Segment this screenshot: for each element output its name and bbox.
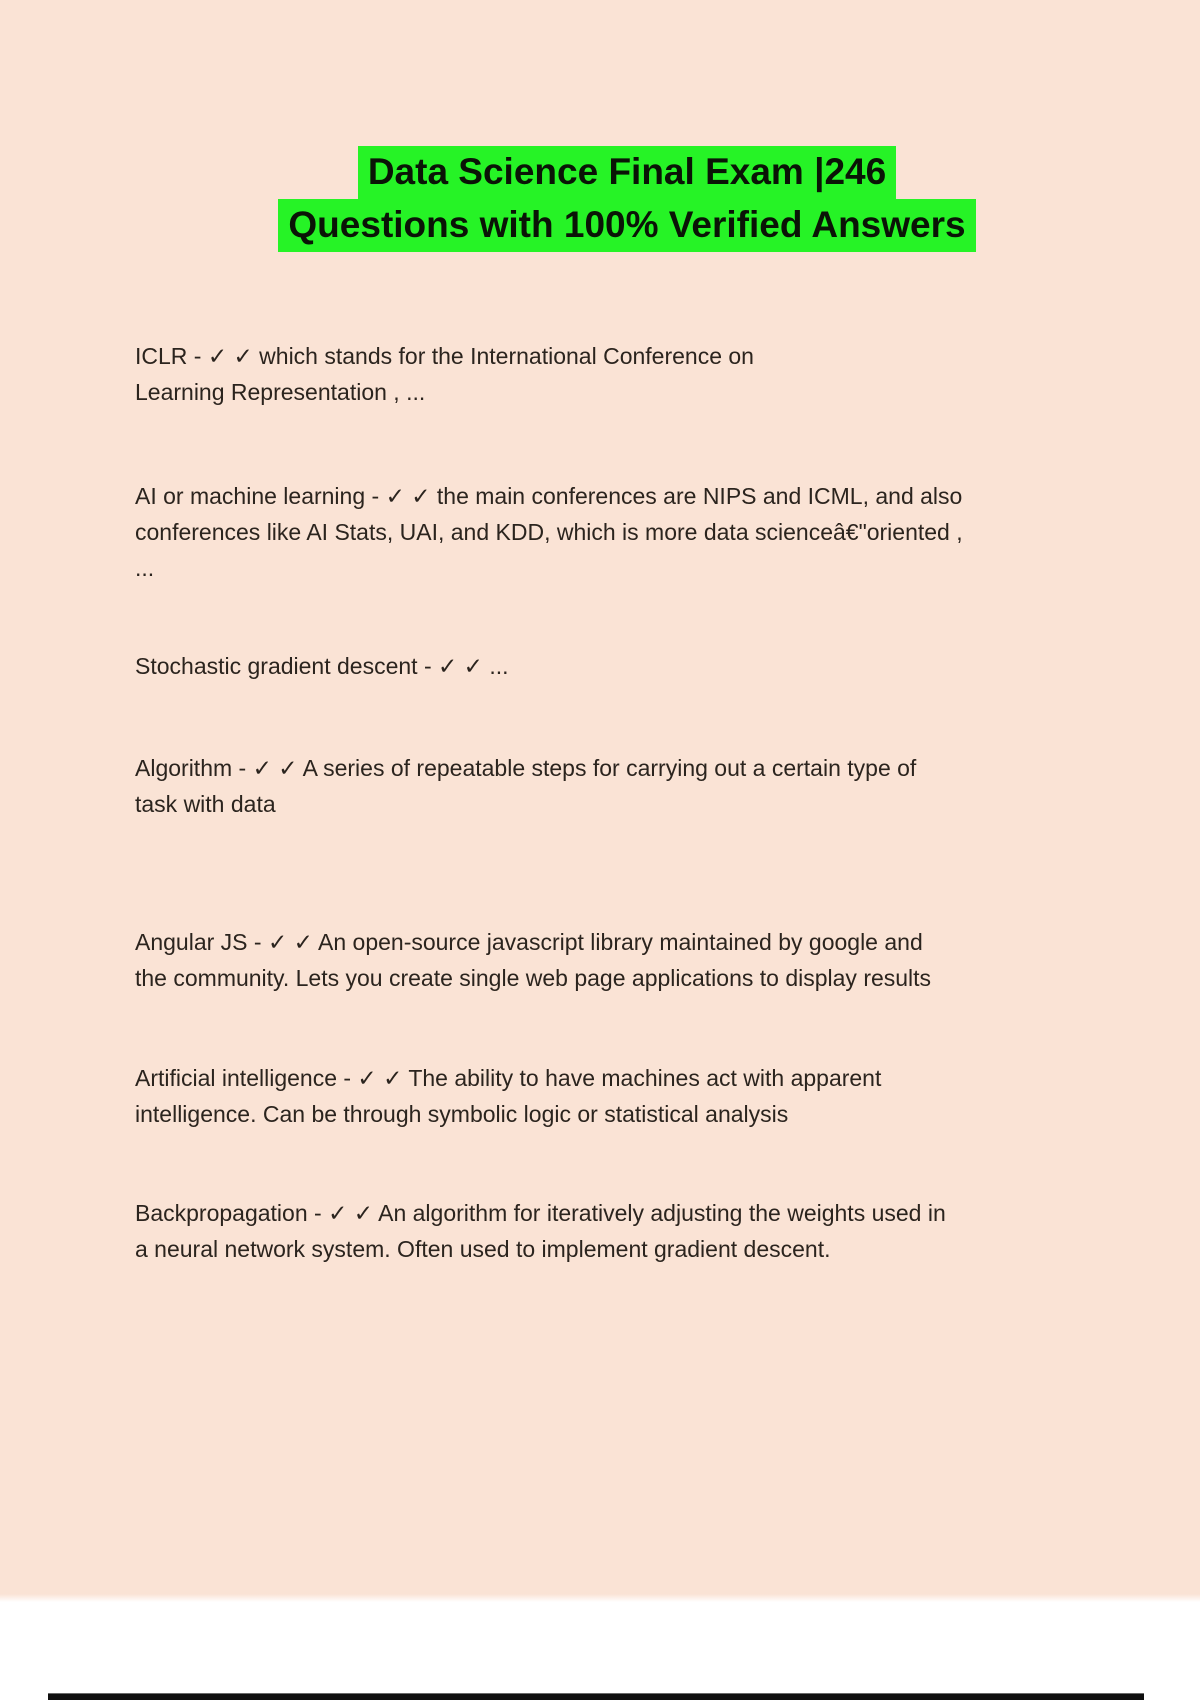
qa-item-ai-or-machine-learning: [135, 478, 1095, 586]
title-line-2-highlight: Questions with 100% Verified Answers: [278, 199, 975, 252]
qa-text-line: the community. Lets you create single web page applications to display results: [135, 965, 932, 991]
qa-item-stochastic-gradient-descent: [135, 648, 1095, 684]
qa-item-algorithm: [135, 750, 1095, 822]
document-title: [27, 146, 1200, 252]
qa-text-line: Artificial intelligence - ✓ ✓ The ability to have machines act with apparent: [135, 1065, 882, 1091]
qa-text-line: task with data: [135, 791, 276, 817]
title-line-1-highlight: Data Science Final Exam |246: [358, 146, 896, 199]
title-line-2: [27, 199, 1200, 252]
qa-text-line: AI or machine learning - ✓ ✓ the main conferences are NIPS and ICML, and also: [135, 483, 963, 509]
qa-text-line: intelligence. Can be through symbolic logic or statistical analysis: [135, 1101, 789, 1127]
title-line-1: [27, 146, 1200, 199]
qa-item-artificial-intelligence: [135, 1060, 1095, 1132]
qa-text-line: Stochastic gradient descent - ✓ ✓ ...: [135, 653, 509, 679]
qa-text-line: ICLR - ✓ ✓ which stands for the International Conference on: [135, 343, 754, 369]
qa-text-line: a neural network system. Often used to implement gradient descent.: [135, 1236, 831, 1262]
qa-text-line: Algorithm - ✓ ✓ A series of repeatable steps for carrying out a certain type of: [135, 755, 917, 781]
qa-text-line: ...: [135, 555, 155, 581]
qa-text-line: Learning Representation , ...: [135, 379, 426, 405]
qa-item-angular-js: [135, 924, 1095, 996]
qa-item-backpropagation: [135, 1195, 1095, 1267]
qa-text-line: Backpropagation - ✓ ✓ An algorithm for iteratively adjusting the weights used in: [135, 1200, 946, 1226]
qa-list: [135, 338, 1095, 1267]
qa-item-iclr: [135, 338, 1095, 410]
qa-text-line: Angular JS - ✓ ✓ An open-source javascript library maintained by google and: [135, 929, 923, 955]
footer-rule: [48, 1693, 1144, 1700]
qa-text-line: conferences like AI Stats, UAI, and KDD, which is more data scienceâ€"oriented ,: [135, 519, 963, 545]
